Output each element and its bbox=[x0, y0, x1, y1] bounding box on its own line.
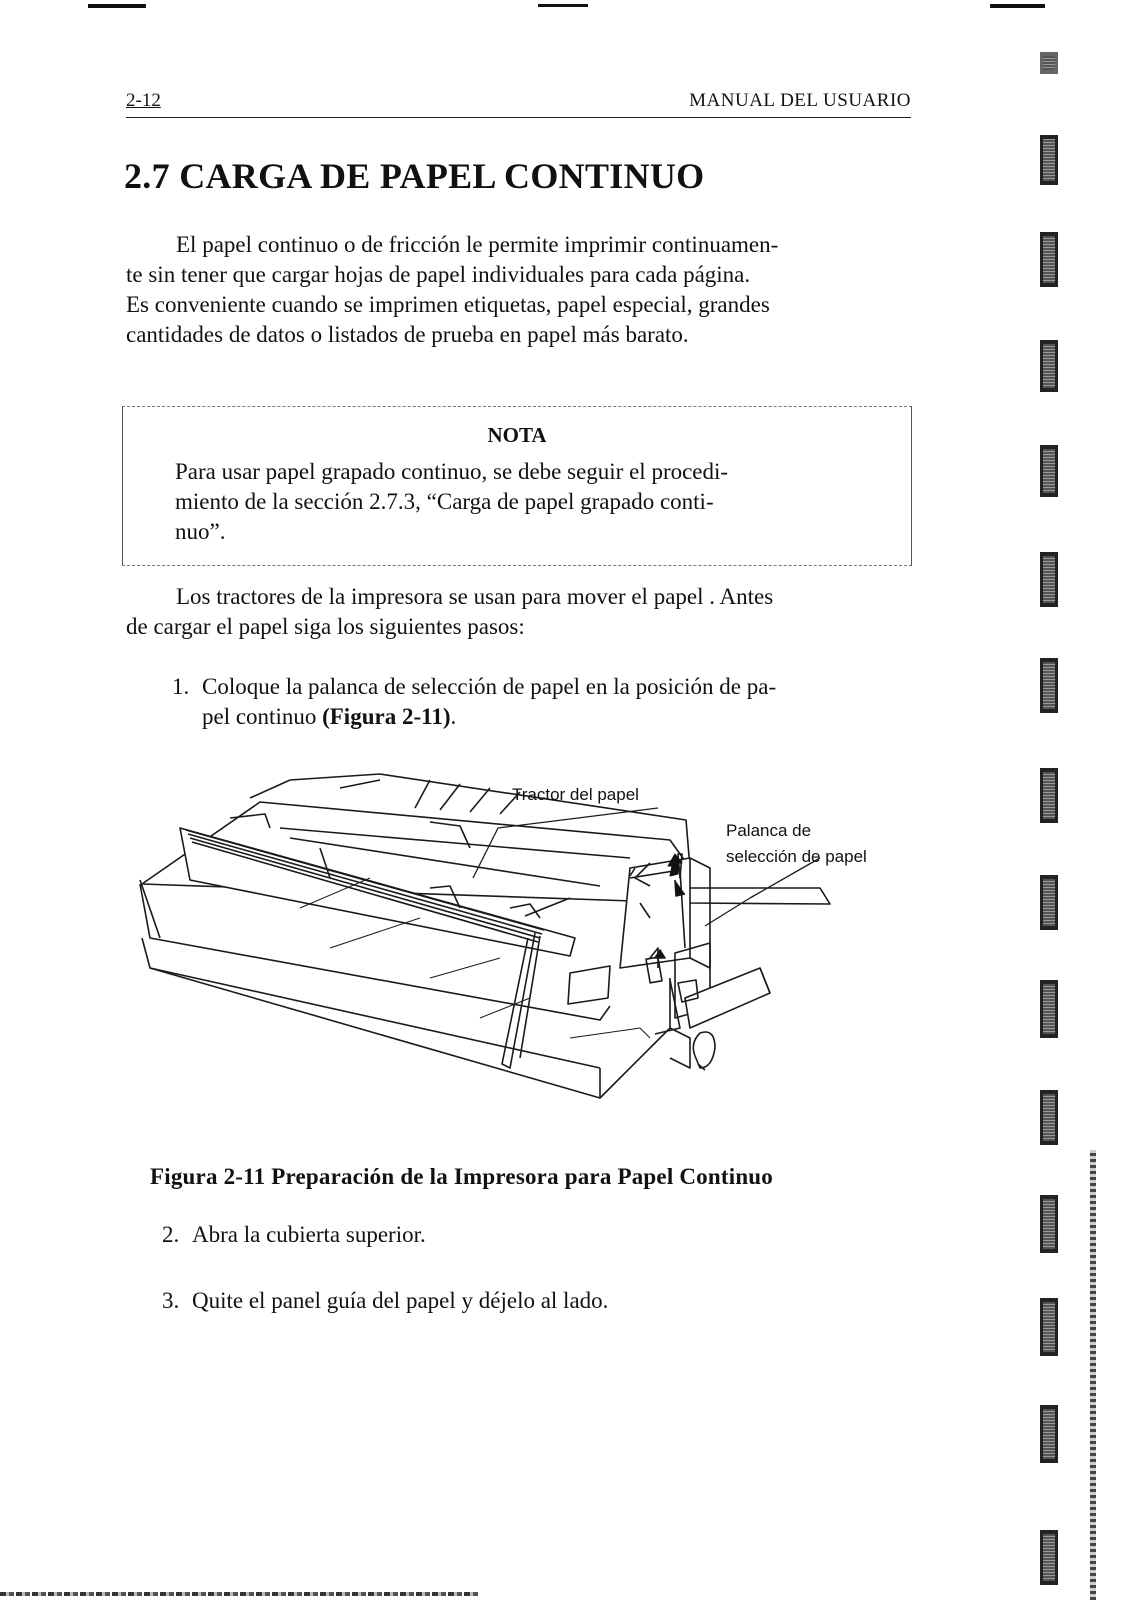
section-title: 2.7 CARGA DE PAPEL CONTINUO bbox=[124, 156, 705, 196]
callout-lever-line2: selección de papel bbox=[726, 847, 867, 866]
binding-mark bbox=[1040, 340, 1058, 392]
scan-edge-mark bbox=[88, 4, 146, 8]
running-title: MANUAL DEL USUARIO bbox=[689, 90, 911, 111]
header-rule bbox=[126, 117, 911, 118]
binding-mark bbox=[1040, 135, 1058, 185]
binding-mark bbox=[1040, 1090, 1058, 1145]
callout-lever-line1: Palanca de bbox=[726, 821, 812, 840]
scan-edge-mark bbox=[990, 4, 1045, 8]
binding-mark bbox=[1040, 875, 1058, 930]
intro-paragraph bbox=[126, 230, 911, 350]
note-box bbox=[122, 406, 912, 566]
note-line: miento de la sección 2.7.3, “Carga de papel grapado conti- bbox=[175, 489, 714, 514]
binding-mark bbox=[1040, 1405, 1058, 1463]
note-line: nuo”. bbox=[175, 519, 226, 544]
step-number: 2. bbox=[162, 1222, 180, 1247]
scan-bottom-noise bbox=[0, 1592, 480, 1596]
binding-mark bbox=[1040, 980, 1058, 1038]
step-3 bbox=[162, 1286, 902, 1318]
binding-mark bbox=[1040, 658, 1058, 713]
callout-tractor: Tractor del papel bbox=[512, 785, 639, 804]
printer-figure bbox=[130, 768, 910, 1128]
page-number: 2-12 bbox=[126, 90, 161, 111]
step-text-continuation bbox=[202, 702, 456, 732]
step-text-plain: pel continuo bbox=[202, 704, 323, 729]
step-number: 1. bbox=[172, 674, 190, 699]
binding-mark bbox=[1040, 232, 1058, 287]
step-text: Quite el panel guía del papel y déjelo al lado. bbox=[192, 1288, 609, 1313]
binding-mark bbox=[1040, 1195, 1058, 1253]
intro-line: Es conveniente cuando se imprimen etiquetas, papel especial, grandes bbox=[126, 292, 770, 317]
binding-mark bbox=[1040, 445, 1058, 497]
step-1 bbox=[172, 672, 912, 736]
scan-edge-strip bbox=[1090, 1150, 1096, 1600]
tractor-line: de cargar el papel siga los siguientes pasos: bbox=[126, 614, 525, 639]
intro-line: cantidades de datos o listados de prueba en papel más barato. bbox=[126, 322, 689, 347]
note-text bbox=[175, 457, 875, 547]
figure-reference: (Figura 2-11) bbox=[322, 704, 451, 729]
binding-mark bbox=[1040, 552, 1058, 607]
note-line: Para usar papel grapado continuo, se debe seguir el procedi- bbox=[175, 459, 729, 484]
scan-edge-mark bbox=[538, 4, 588, 7]
tractor-line: Los tractores de la impresora se usan para mover el papel . Antes bbox=[176, 584, 774, 609]
step-text-plain: . bbox=[450, 704, 457, 729]
step-text: Coloque la palanca de selección de papel en la posición de pa- bbox=[202, 674, 777, 699]
step-number: 3. bbox=[162, 1288, 180, 1313]
step-text: Abra la cubierta superior. bbox=[192, 1222, 426, 1247]
figure-caption: Figura 2-11 Preparación de la Impresora para Papel Continuo bbox=[150, 1164, 773, 1189]
tractor-paragraph bbox=[126, 582, 911, 642]
binding-mark bbox=[1040, 52, 1058, 74]
note-title: NOTA bbox=[487, 423, 547, 447]
intro-line: El papel continuo o de fricción le permite imprimir continuamen- bbox=[176, 232, 779, 257]
binding-mark bbox=[1040, 1530, 1058, 1585]
intro-line: te sin tener que cargar hojas de papel individuales para cada página. bbox=[126, 262, 751, 287]
step-2 bbox=[162, 1220, 902, 1252]
binding-mark bbox=[1040, 1298, 1058, 1356]
binding-mark bbox=[1040, 768, 1058, 823]
